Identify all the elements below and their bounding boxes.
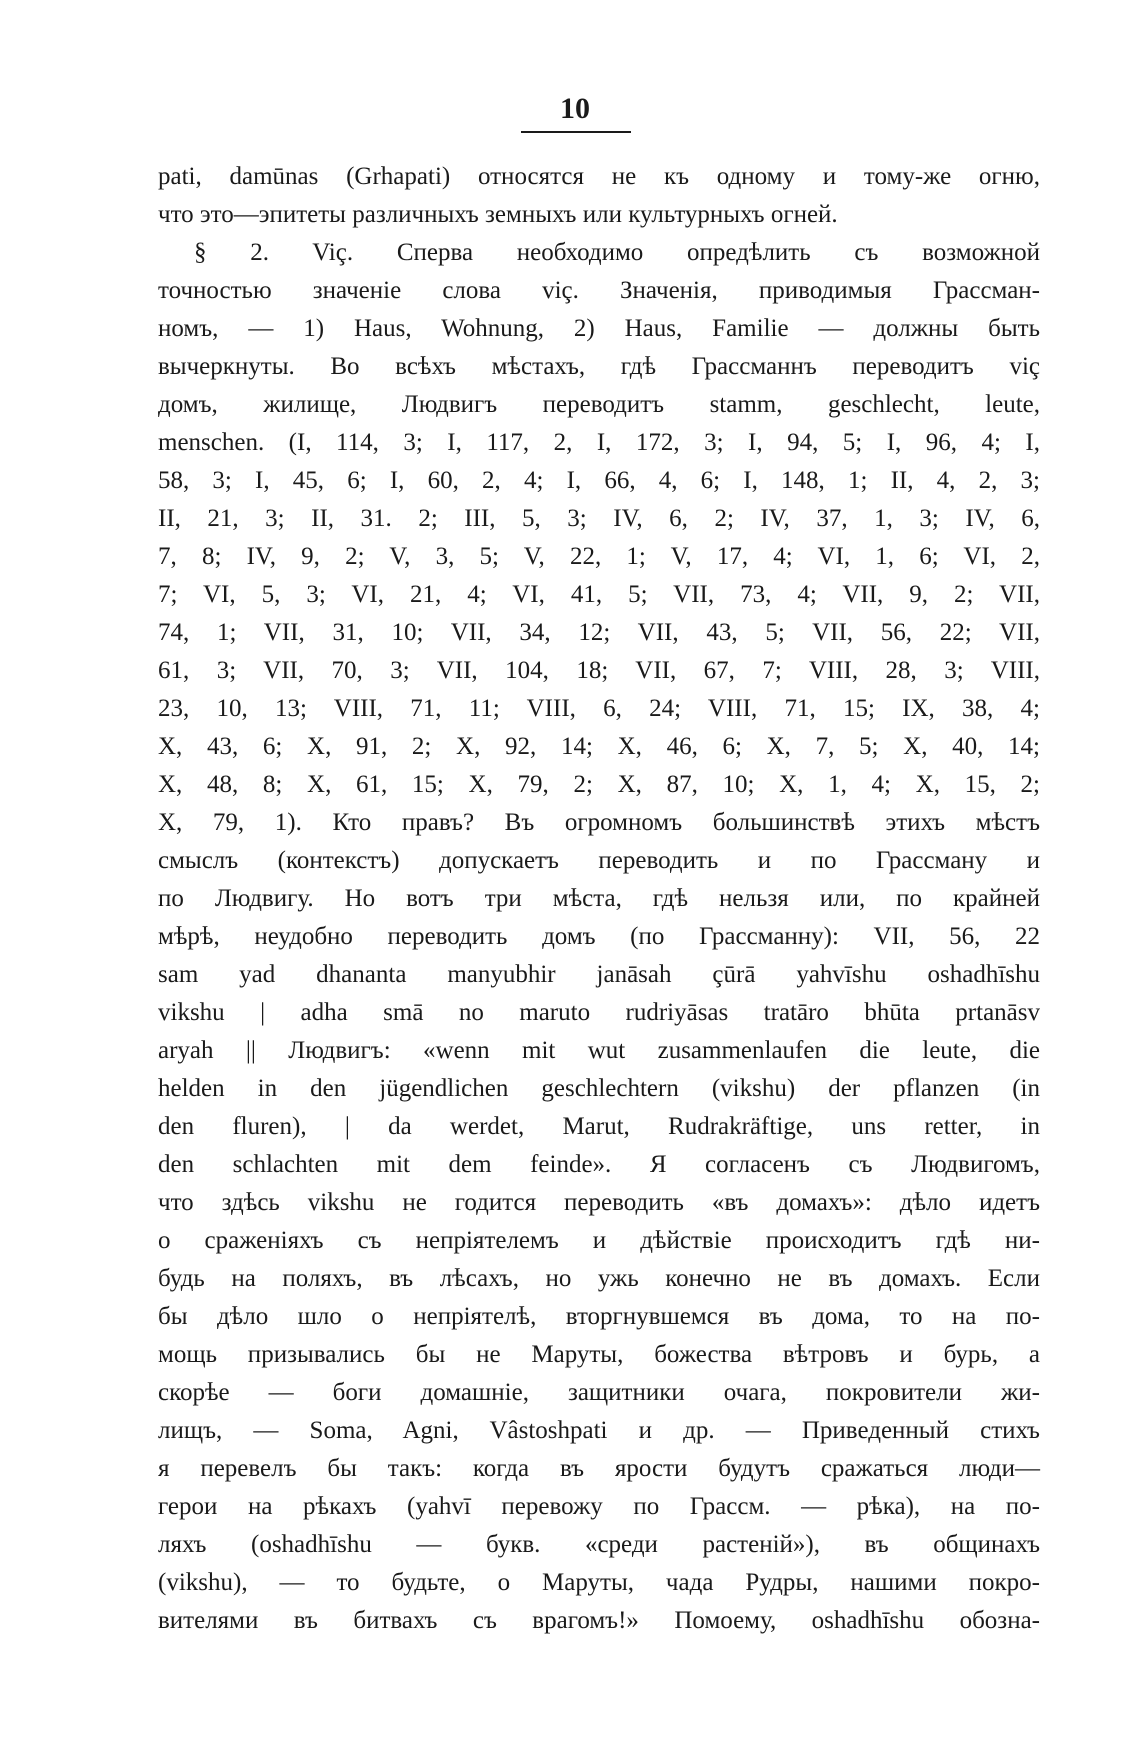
text-line: я перевелъ бы такъ: когда въ ярости будутъ сражаться люди— (158, 1455, 1040, 1482)
text-line: 23, 10, 13; VIII, 71, 11; VIII, 6, 24; VIII, 71, 15; IX, 38, 4; (158, 695, 1040, 722)
text-line: о сраженіяхъ съ непріятелемъ и дѣйствіе происходитъ гдѣ ни- (158, 1227, 1040, 1254)
text-line: вычеркнуты. Во всѣхъ мѣстахъ, гдѣ Грассманнъ переводитъ viç (158, 353, 1040, 380)
text-line: что здѣсь vikshu не годится переводить «въ домахъ»: дѣло идетъ (158, 1189, 1040, 1216)
text-line: лищъ, — Soma, Agni, Vâstoshpati и др. — Приведенный стихъ (158, 1417, 1040, 1444)
body-text (158, 158, 1040, 1640)
text-line: pati, damūnas (Grhapati) относятся не къ одному и тому-же огню, (158, 163, 1040, 190)
text-line: 7, 8; IV, 9, 2; V, 3, 5; V, 22, 1; V, 17, 4; VI, 1, 6; VI, 2, (158, 543, 1040, 570)
text-line: точностью значеніе слова viç. Значенія, приводимыя Грассман- (158, 277, 1040, 304)
text-line: что это—эпитеты различныхъ земныхъ или культурныхъ огней. (158, 201, 838, 228)
text-line: sam yad dhananta manyubhir janāsah çūrā yahvīshu oshadhīshu (158, 961, 1040, 988)
text-line: 7; VI, 5, 3; VI, 21, 4; VI, 41, 5; VII, 73, 4; VII, 9, 2; VII, (158, 581, 1040, 608)
text-line: домъ, жилище, Людвигъ переводитъ stamm, geschlecht, leute, (158, 391, 1040, 418)
text-line: § 2. Viç. Сперва необходимо опредѣлить съ возможной (194, 239, 1040, 266)
text-line: скорѣе — боги домашніе, защитники очага, покровители жи- (158, 1379, 1040, 1406)
text-line: 74, 1; VII, 31, 10; VII, 34, 12; VII, 43, 5; VII, 56, 22; VII, (158, 619, 1040, 646)
text-line: вителями въ битвахъ съ врагомъ!» Помоему, oshadhīshu обозна- (158, 1607, 1040, 1634)
text-line: X, 43, 6; X, 91, 2; X, 92, 14; X, 46, 6; X, 7, 5; X, 40, 14; (158, 733, 1040, 760)
text-line: (vikshu), — то будьте, о Маруты, чада Рудры, нашими покро- (158, 1569, 1040, 1596)
text-line: ляхъ (oshadhīshu — букв. «среди растеній»), въ общинахъ (158, 1531, 1040, 1558)
text-line: смыслъ (контекстъ) допускаетъ переводить и по Грассману и (158, 847, 1040, 874)
text-line: X, 48, 8; X, 61, 15; X, 79, 2; X, 87, 10; X, 1, 4; X, 15, 2; (158, 771, 1040, 798)
page-number-rule (521, 131, 631, 133)
text-line: X, 79, 1). Кто правъ? Въ огромномъ большинствѣ этихъ мѣстъ (158, 809, 1040, 836)
text-line: мощь призывались бы не Маруты, божества вѣтровъ и бурь, а (158, 1341, 1040, 1368)
text-line: II, 21, 3; II, 31. 2; III, 5, 3; IV, 6, 2; IV, 37, 1, 3; IV, 6, (158, 505, 1040, 532)
text-line: по Людвигу. Но вотъ три мѣста, гдѣ нельзя или, по крайней (158, 885, 1040, 912)
text-line: helden in den jügendlichen geschlechtern (vikshu) der pflanzen (in (158, 1075, 1040, 1102)
page-number: 10 (560, 92, 590, 125)
text-line: мѣрѣ, неудобно переводить домъ (по Грассманну): VII, 56, 22 (158, 923, 1040, 950)
text-line: menschen. (I, 114, 3; I, 117, 2, I, 172, 3; I, 94, 5; I, 96, 4; I, (158, 429, 1040, 456)
text-line: aryah || Людвигъ: «wenn mit wut zusammenlaufen die leute, die (158, 1037, 1040, 1064)
text-line: vikshu | adha smā no maruto rudriyāsas tratāro bhūta prtanāsv (158, 999, 1040, 1026)
text-line: den schlachten mit dem feinde». Я согласенъ съ Людвигомъ, (158, 1151, 1040, 1178)
text-line: бы дѣло шло о непріятелѣ, вторгнувшемся въ дома, то на по- (158, 1303, 1040, 1330)
text-line: номъ, — 1) Haus, Wohnung, 2) Haus, Familie — должны быть (158, 315, 1040, 342)
text-line: 58, 3; I, 45, 6; I, 60, 2, 4; I, 66, 4, 6; I, 148, 1; II, 4, 2, 3; (158, 467, 1040, 494)
text-line: будь на поляхъ, въ лѣсахъ, но ужь конечно не въ домахъ. Если (158, 1265, 1040, 1292)
text-line: герои на рѣкахъ (yahvī перевожу по Грассм. — рѣка), на по- (158, 1493, 1040, 1520)
text-line: den fluren), | da werdet, Marut, Rudrakräftige, uns retter, in (158, 1113, 1040, 1140)
text-line: 61, 3; VII, 70, 3; VII, 104, 18; VII, 67, 7; VIII, 28, 3; VIII, (158, 657, 1040, 684)
